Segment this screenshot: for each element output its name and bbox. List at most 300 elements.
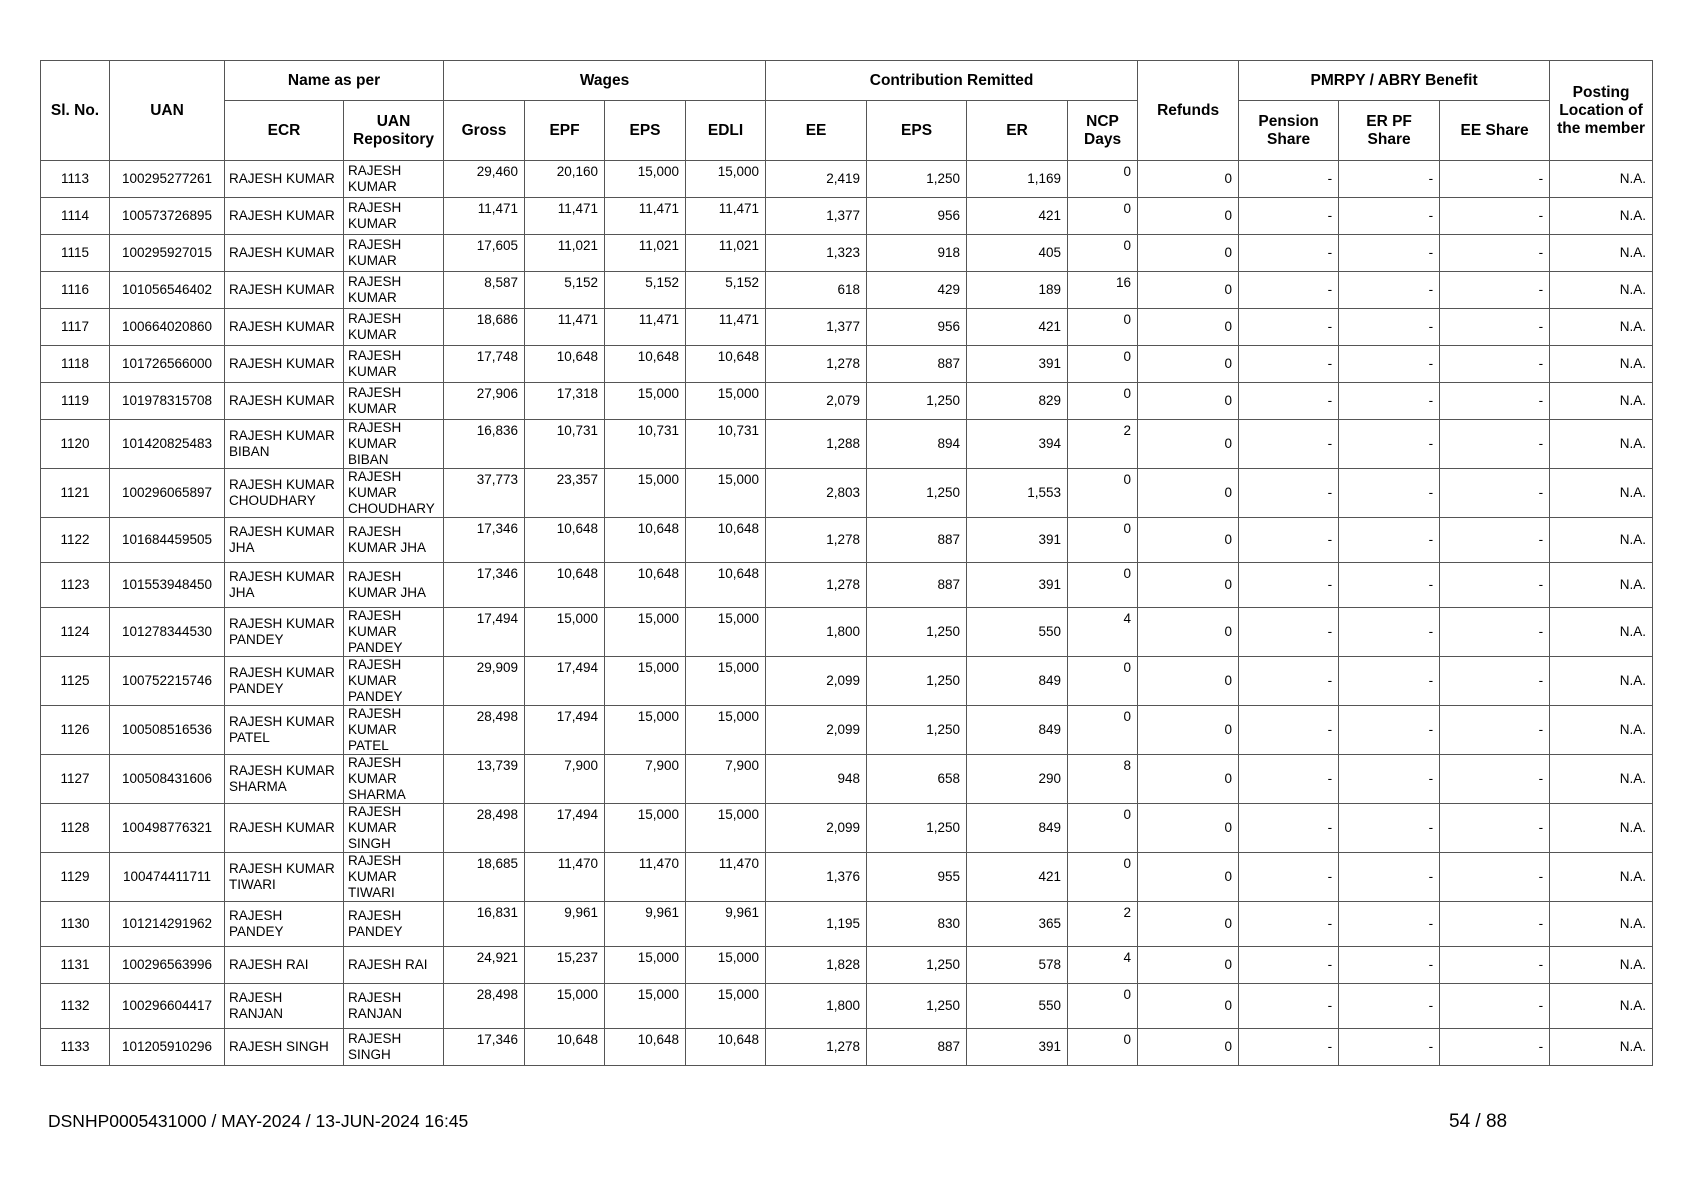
cell-pension-share: - <box>1239 706 1339 755</box>
cell-gross: 17,346 <box>444 1029 525 1066</box>
cell-uan-repository-name: RAJESH KUMAR <box>344 346 444 383</box>
cell-posting-location: N.A. <box>1550 984 1653 1029</box>
cell-eps: 11,470 <box>605 853 686 902</box>
cell-posting-location: N.A. <box>1550 804 1653 853</box>
cell-uan: 100296563996 <box>110 947 225 984</box>
cell-edli: 11,021 <box>686 235 766 272</box>
cell-pension-share: - <box>1239 608 1339 657</box>
cell-sl-no: 1127 <box>41 755 110 804</box>
cell-contribution-eps: 894 <box>867 420 967 469</box>
cell-er-pf-share: - <box>1339 272 1440 309</box>
table-row <box>41 1029 1653 1066</box>
table-row <box>41 984 1653 1029</box>
cell-epf: 17,318 <box>525 383 605 420</box>
cell-er-pf-share: - <box>1339 469 1440 518</box>
cell-ncp-days: 0 <box>1068 235 1138 272</box>
table-row <box>41 608 1653 657</box>
cell-ecr-name: RAJESH KUMAR <box>225 346 344 383</box>
cell-uan: 100474411711 <box>110 853 225 902</box>
cell-posting-location: N.A. <box>1550 198 1653 235</box>
cell-posting-location: N.A. <box>1550 420 1653 469</box>
table-row <box>41 235 1653 272</box>
cell-uan: 100498776321 <box>110 804 225 853</box>
cell-ncp-days: 4 <box>1068 608 1138 657</box>
cell-er-pf-share: - <box>1339 755 1440 804</box>
cell-ee-share: - <box>1440 235 1550 272</box>
header-pmrpy-abry: PMRPY / ABRY Benefit <box>1239 61 1550 101</box>
cell-edli: 10,648 <box>686 518 766 563</box>
cell-gross: 29,909 <box>444 657 525 706</box>
cell-edli: 15,000 <box>686 804 766 853</box>
cell-pension-share: - <box>1239 853 1339 902</box>
cell-sl-no: 1125 <box>41 657 110 706</box>
cell-ee: 1,278 <box>766 346 867 383</box>
cell-uan-repository-name: RAJESH KUMAR PANDEY <box>344 608 444 657</box>
cell-pension-share: - <box>1239 563 1339 608</box>
cell-ee-share: - <box>1440 947 1550 984</box>
cell-er: 391 <box>967 563 1068 608</box>
cell-edli: 11,471 <box>686 198 766 235</box>
cell-eps: 11,471 <box>605 309 686 346</box>
cell-pension-share: - <box>1239 804 1339 853</box>
cell-refunds: 0 <box>1138 235 1239 272</box>
cell-refunds: 0 <box>1138 346 1239 383</box>
cell-posting-location: N.A. <box>1550 902 1653 947</box>
cell-uan: 100508516536 <box>110 706 225 755</box>
cell-uan-repository-name: RAJESH PANDEY <box>344 902 444 947</box>
cell-ncp-days: 0 <box>1068 706 1138 755</box>
table-body <box>41 161 1653 1066</box>
cell-pension-share: - <box>1239 198 1339 235</box>
cell-sl-no: 1120 <box>41 420 110 469</box>
cell-ncp-days: 8 <box>1068 755 1138 804</box>
cell-gross: 13,739 <box>444 755 525 804</box>
cell-edli: 10,648 <box>686 346 766 383</box>
cell-epf: 15,237 <box>525 947 605 984</box>
cell-ee: 618 <box>766 272 867 309</box>
cell-contribution-eps: 887 <box>867 563 967 608</box>
cell-eps: 11,021 <box>605 235 686 272</box>
cell-epf: 17,494 <box>525 804 605 853</box>
cell-sl-no: 1133 <box>41 1029 110 1066</box>
cell-eps: 7,900 <box>605 755 686 804</box>
cell-ee: 1,278 <box>766 518 867 563</box>
cell-epf: 11,470 <box>525 853 605 902</box>
cell-er-pf-share: - <box>1339 161 1440 198</box>
cell-contribution-eps: 1,250 <box>867 947 967 984</box>
cell-ncp-days: 0 <box>1068 804 1138 853</box>
table-row <box>41 198 1653 235</box>
cell-sl-no: 1124 <box>41 608 110 657</box>
cell-sl-no: 1123 <box>41 563 110 608</box>
cell-refunds: 0 <box>1138 420 1239 469</box>
cell-gross: 17,605 <box>444 235 525 272</box>
cell-epf: 11,021 <box>525 235 605 272</box>
cell-posting-location: N.A. <box>1550 235 1653 272</box>
cell-ncp-days: 0 <box>1068 1029 1138 1066</box>
cell-er: 849 <box>967 706 1068 755</box>
cell-ncp-days: 0 <box>1068 161 1138 198</box>
cell-ee: 2,803 <box>766 469 867 518</box>
cell-refunds: 0 <box>1138 853 1239 902</box>
cell-pension-share: - <box>1239 984 1339 1029</box>
cell-ecr-name: RAJESH SINGH <box>225 1029 344 1066</box>
cell-edli: 10,648 <box>686 563 766 608</box>
cell-ee-share: - <box>1440 1029 1550 1066</box>
cell-posting-location: N.A. <box>1550 1029 1653 1066</box>
cell-contribution-eps: 429 <box>867 272 967 309</box>
cell-er: 550 <box>967 984 1068 1029</box>
cell-er: 421 <box>967 309 1068 346</box>
cell-ncp-days: 0 <box>1068 346 1138 383</box>
cell-ecr-name: RAJESH KUMAR PANDEY <box>225 608 344 657</box>
table-row <box>41 755 1653 804</box>
cell-sl-no: 1130 <box>41 902 110 947</box>
cell-contribution-eps: 1,250 <box>867 984 967 1029</box>
cell-ee-share: - <box>1440 563 1550 608</box>
header-wages: Wages <box>444 61 766 101</box>
cell-ee-share: - <box>1440 346 1550 383</box>
cell-er: 394 <box>967 420 1068 469</box>
cell-er: 550 <box>967 608 1068 657</box>
footer-page-number: 54 / 88 <box>1449 1111 1508 1132</box>
footer-document-id: DSNHP0005431000 / MAY-2024 / 13-JUN-2024 16:45 <box>48 1111 469 1131</box>
header-contribution-eps: EPS <box>867 101 967 161</box>
table-row <box>41 706 1653 755</box>
cell-ee-share: - <box>1440 198 1550 235</box>
cell-posting-location: N.A. <box>1550 272 1653 309</box>
cell-ecr-name: RAJESH KUMAR CHOUDHARY <box>225 469 344 518</box>
cell-uan-repository-name: RAJESH KUMAR <box>344 161 444 198</box>
cell-eps: 11,471 <box>605 198 686 235</box>
cell-edli: 15,000 <box>686 947 766 984</box>
cell-uan: 100573726895 <box>110 198 225 235</box>
cell-ecr-name: RAJESH KUMAR <box>225 272 344 309</box>
cell-sl-no: 1113 <box>41 161 110 198</box>
cell-er-pf-share: - <box>1339 804 1440 853</box>
cell-ecr-name: RAJESH KUMAR JHA <box>225 563 344 608</box>
cell-er: 1,169 <box>967 161 1068 198</box>
cell-pension-share: - <box>1239 657 1339 706</box>
cell-ncp-days: 4 <box>1068 947 1138 984</box>
cell-sl-no: 1119 <box>41 383 110 420</box>
cell-uan: 100296604417 <box>110 984 225 1029</box>
cell-er: 849 <box>967 804 1068 853</box>
cell-posting-location: N.A. <box>1550 518 1653 563</box>
cell-epf: 23,357 <box>525 469 605 518</box>
cell-uan-repository-name: RAJESH KUMAR TIWARI <box>344 853 444 902</box>
cell-gross: 28,498 <box>444 804 525 853</box>
cell-eps: 15,000 <box>605 161 686 198</box>
cell-eps: 10,648 <box>605 346 686 383</box>
cell-pension-share: - <box>1239 346 1339 383</box>
cell-refunds: 0 <box>1138 1029 1239 1066</box>
table-row <box>41 346 1653 383</box>
cell-ncp-days: 0 <box>1068 853 1138 902</box>
cell-er-pf-share: - <box>1339 309 1440 346</box>
cell-uan: 101420825483 <box>110 420 225 469</box>
cell-ncp-days: 0 <box>1068 984 1138 1029</box>
cell-er: 421 <box>967 198 1068 235</box>
cell-refunds: 0 <box>1138 755 1239 804</box>
cell-contribution-eps: 830 <box>867 902 967 947</box>
header-contribution-remitted: Contribution Remitted <box>766 61 1138 101</box>
cell-ee-share: - <box>1440 161 1550 198</box>
cell-ee: 1,288 <box>766 420 867 469</box>
cell-epf: 11,471 <box>525 198 605 235</box>
table-row <box>41 902 1653 947</box>
cell-sl-no: 1131 <box>41 947 110 984</box>
cell-gross: 8,587 <box>444 272 525 309</box>
cell-sl-no: 1128 <box>41 804 110 853</box>
header-posting-location: Posting Location of the member <box>1550 61 1653 161</box>
cell-edli: 15,000 <box>686 161 766 198</box>
cell-uan: 100295277261 <box>110 161 225 198</box>
cell-edli: 15,000 <box>686 608 766 657</box>
header-er: ER <box>967 101 1068 161</box>
cell-er-pf-share: - <box>1339 383 1440 420</box>
cell-posting-location: N.A. <box>1550 755 1653 804</box>
cell-epf: 17,494 <box>525 657 605 706</box>
cell-ee: 1,377 <box>766 198 867 235</box>
header-uan: UAN <box>110 61 225 161</box>
table-row <box>41 657 1653 706</box>
table-row <box>41 518 1653 563</box>
cell-er-pf-share: - <box>1339 198 1440 235</box>
header-sl-no: Sl. No. <box>41 61 110 161</box>
cell-contribution-eps: 955 <box>867 853 967 902</box>
cell-er: 849 <box>967 657 1068 706</box>
table-row <box>41 420 1653 469</box>
cell-ee-share: - <box>1440 853 1550 902</box>
cell-er: 391 <box>967 346 1068 383</box>
cell-ee: 1,376 <box>766 853 867 902</box>
cell-contribution-eps: 956 <box>867 309 967 346</box>
cell-uan: 100752215746 <box>110 657 225 706</box>
cell-ncp-days: 0 <box>1068 657 1138 706</box>
cell-sl-no: 1129 <box>41 853 110 902</box>
cell-er-pf-share: - <box>1339 984 1440 1029</box>
cell-uan-repository-name: RAJESH KUMAR CHOUDHARY <box>344 469 444 518</box>
cell-uan-repository-name: RAJESH KUMAR <box>344 309 444 346</box>
cell-eps: 15,000 <box>605 947 686 984</box>
cell-ecr-name: RAJESH KUMAR JHA <box>225 518 344 563</box>
cell-ee-share: - <box>1440 420 1550 469</box>
cell-epf: 10,648 <box>525 346 605 383</box>
cell-ecr-name: RAJESH KUMAR <box>225 309 344 346</box>
table-row <box>41 469 1653 518</box>
cell-uan-repository-name: RAJESH KUMAR JHA <box>344 518 444 563</box>
cell-posting-location: N.A. <box>1550 563 1653 608</box>
table-row <box>41 383 1653 420</box>
cell-refunds: 0 <box>1138 383 1239 420</box>
cell-eps: 10,648 <box>605 518 686 563</box>
cell-gross: 18,686 <box>444 309 525 346</box>
cell-ee: 1,377 <box>766 309 867 346</box>
table-row <box>41 309 1653 346</box>
cell-uan-repository-name: RAJESH KUMAR <box>344 272 444 309</box>
cell-uan-repository-name: RAJESH KUMAR JHA <box>344 563 444 608</box>
cell-ecr-name: RAJESH KUMAR PATEL <box>225 706 344 755</box>
cell-er-pf-share: - <box>1339 853 1440 902</box>
cell-edli: 10,648 <box>686 1029 766 1066</box>
cell-ee-share: - <box>1440 657 1550 706</box>
header-ee-share: EE Share <box>1440 101 1550 161</box>
table-row <box>41 272 1653 309</box>
cell-refunds: 0 <box>1138 657 1239 706</box>
cell-er-pf-share: - <box>1339 902 1440 947</box>
cell-refunds: 0 <box>1138 198 1239 235</box>
cell-contribution-eps: 887 <box>867 346 967 383</box>
cell-ee-share: - <box>1440 309 1550 346</box>
cell-refunds: 0 <box>1138 469 1239 518</box>
cell-refunds: 0 <box>1138 518 1239 563</box>
cell-er: 829 <box>967 383 1068 420</box>
cell-sl-no: 1114 <box>41 198 110 235</box>
cell-ee-share: - <box>1440 706 1550 755</box>
cell-ee: 1,828 <box>766 947 867 984</box>
cell-er-pf-share: - <box>1339 706 1440 755</box>
cell-ncp-days: 16 <box>1068 272 1138 309</box>
header-ecr: ECR <box>225 101 344 161</box>
cell-posting-location: N.A. <box>1550 608 1653 657</box>
cell-refunds: 0 <box>1138 608 1239 657</box>
cell-gross: 29,460 <box>444 161 525 198</box>
cell-sl-no: 1116 <box>41 272 110 309</box>
cell-ee: 2,099 <box>766 657 867 706</box>
cell-eps: 5,152 <box>605 272 686 309</box>
cell-er-pf-share: - <box>1339 235 1440 272</box>
cell-ee-share: - <box>1440 383 1550 420</box>
cell-er: 290 <box>967 755 1068 804</box>
cell-pension-share: - <box>1239 420 1339 469</box>
cell-pension-share: - <box>1239 383 1339 420</box>
cell-eps: 15,000 <box>605 804 686 853</box>
cell-pension-share: - <box>1239 161 1339 198</box>
cell-er-pf-share: - <box>1339 1029 1440 1066</box>
header-uan-repository: UAN Repository <box>344 101 444 161</box>
cell-contribution-eps: 1,250 <box>867 608 967 657</box>
cell-posting-location: N.A. <box>1550 383 1653 420</box>
cell-gross: 16,831 <box>444 902 525 947</box>
cell-ecr-name: RAJESH KUMAR SHARMA <box>225 755 344 804</box>
cell-ee-share: - <box>1440 272 1550 309</box>
cell-sl-no: 1126 <box>41 706 110 755</box>
cell-edli: 15,000 <box>686 984 766 1029</box>
cell-eps: 15,000 <box>605 383 686 420</box>
header-gross: Gross <box>444 101 525 161</box>
cell-gross: 28,498 <box>444 706 525 755</box>
cell-ee: 2,099 <box>766 706 867 755</box>
cell-pension-share: - <box>1239 902 1339 947</box>
cell-contribution-eps: 1,250 <box>867 383 967 420</box>
cell-ecr-name: RAJESH KUMAR <box>225 161 344 198</box>
cell-gross: 17,494 <box>444 608 525 657</box>
cell-eps: 10,648 <box>605 563 686 608</box>
cell-uan-repository-name: RAJESH KUMAR PATEL <box>344 706 444 755</box>
cell-ecr-name: RAJESH KUMAR <box>225 804 344 853</box>
cell-ee: 2,079 <box>766 383 867 420</box>
cell-uan-repository-name: RAJESH KUMAR BIBAN <box>344 420 444 469</box>
cell-posting-location: N.A. <box>1550 947 1653 984</box>
cell-er: 405 <box>967 235 1068 272</box>
cell-pension-share: - <box>1239 518 1339 563</box>
cell-sl-no: 1115 <box>41 235 110 272</box>
cell-gross: 17,346 <box>444 518 525 563</box>
cell-ecr-name: RAJESH RANJAN <box>225 984 344 1029</box>
cell-er-pf-share: - <box>1339 657 1440 706</box>
header-epf: EPF <box>525 101 605 161</box>
cell-uan: 101278344530 <box>110 608 225 657</box>
cell-ee: 1,278 <box>766 1029 867 1066</box>
cell-ncp-days: 2 <box>1068 420 1138 469</box>
cell-edli: 15,000 <box>686 469 766 518</box>
cell-ncp-days: 2 <box>1068 902 1138 947</box>
cell-eps: 15,000 <box>605 706 686 755</box>
cell-ee: 1,278 <box>766 563 867 608</box>
cell-ee-share: - <box>1440 518 1550 563</box>
cell-pension-share: - <box>1239 235 1339 272</box>
cell-uan: 100508431606 <box>110 755 225 804</box>
cell-edli: 9,961 <box>686 902 766 947</box>
cell-pension-share: - <box>1239 755 1339 804</box>
cell-epf: 5,152 <box>525 272 605 309</box>
cell-ee-share: - <box>1440 804 1550 853</box>
cell-eps: 10,731 <box>605 420 686 469</box>
header-ee: EE <box>766 101 867 161</box>
header-er-pf-share: ER PF Share <box>1339 101 1440 161</box>
cell-uan: 101553948450 <box>110 563 225 608</box>
cell-ee: 1,800 <box>766 984 867 1029</box>
header-refunds: Refunds <box>1138 61 1239 161</box>
cell-gross: 16,836 <box>444 420 525 469</box>
cell-uan: 100664020860 <box>110 309 225 346</box>
cell-uan-repository-name: RAJESH SINGH <box>344 1029 444 1066</box>
cell-er: 1,553 <box>967 469 1068 518</box>
cell-ee: 2,419 <box>766 161 867 198</box>
header-eps: EPS <box>605 101 686 161</box>
cell-gross: 28,498 <box>444 984 525 1029</box>
cell-ecr-name: RAJESH KUMAR PANDEY <box>225 657 344 706</box>
cell-uan: 101205910296 <box>110 1029 225 1066</box>
cell-refunds: 0 <box>1138 947 1239 984</box>
cell-uan: 100295927015 <box>110 235 225 272</box>
cell-pension-share: - <box>1239 309 1339 346</box>
cell-eps: 15,000 <box>605 469 686 518</box>
cell-pension-share: - <box>1239 272 1339 309</box>
cell-edli: 10,731 <box>686 420 766 469</box>
cell-gross: 37,773 <box>444 469 525 518</box>
cell-edli: 5,152 <box>686 272 766 309</box>
contribution-table <box>40 60 1653 1066</box>
cell-ecr-name: RAJESH PANDEY <box>225 902 344 947</box>
cell-epf: 10,648 <box>525 518 605 563</box>
cell-gross: 18,685 <box>444 853 525 902</box>
cell-sl-no: 1118 <box>41 346 110 383</box>
cell-ecr-name: RAJESH KUMAR <box>225 198 344 235</box>
cell-epf: 10,648 <box>525 1029 605 1066</box>
header-pension-share: Pension Share <box>1239 101 1339 161</box>
cell-epf: 11,471 <box>525 309 605 346</box>
cell-uan-repository-name: RAJESH KUMAR SHARMA <box>344 755 444 804</box>
cell-refunds: 0 <box>1138 804 1239 853</box>
cell-contribution-eps: 1,250 <box>867 706 967 755</box>
cell-refunds: 0 <box>1138 563 1239 608</box>
cell-ee: 2,099 <box>766 804 867 853</box>
table-row <box>41 161 1653 198</box>
cell-uan: 101726566000 <box>110 346 225 383</box>
cell-posting-location: N.A. <box>1550 853 1653 902</box>
